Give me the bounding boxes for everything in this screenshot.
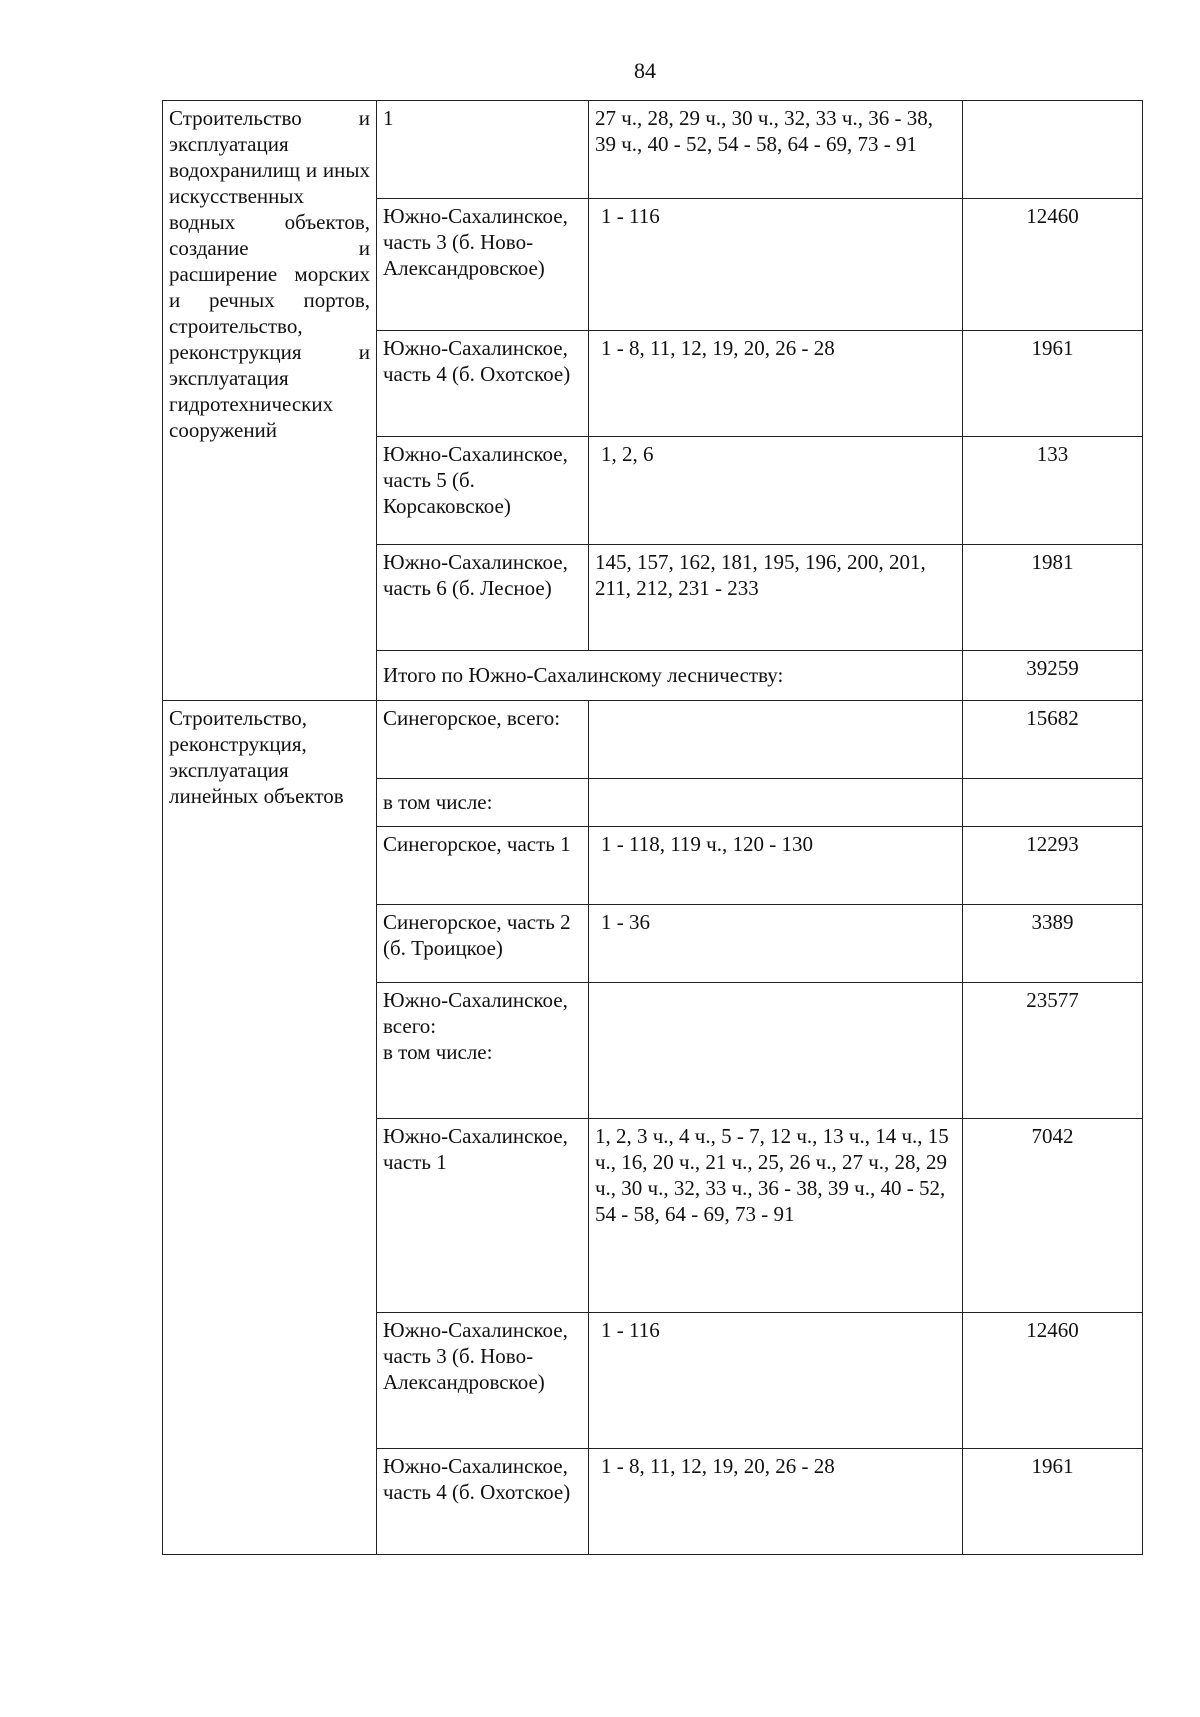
part-cell: Южно-Сахалинское, часть 4 (б. Охотское): [377, 331, 589, 437]
quarters-cell: 27 ч., 28, 29 ч., 30 ч., 32, 33 ч., 36 - 38, 39 ч., 40 - 52, 54 - 58, 64 - 69, 73 - 91: [589, 101, 963, 199]
table-row: [163, 701, 1143, 779]
part-cell: Синегорское, часть 2 (б. Троицкое): [377, 905, 589, 983]
area-cell: 12293: [963, 827, 1143, 905]
area-cell: 7042: [963, 1119, 1143, 1313]
total-label: Итого по Южно-Сахалинскому лесничеству:: [377, 651, 963, 701]
part-cell: Синегорское, всего:: [377, 701, 589, 779]
area-cell: 12460: [963, 1313, 1143, 1449]
part-cell: Южно-Сахалинское, часть 5 (б. Корсаковское): [377, 437, 589, 545]
part-cell: Южно-Сахалинское, часть 1: [377, 1119, 589, 1313]
area-cell: 133: [963, 437, 1143, 545]
area-cell: 1961: [963, 1449, 1143, 1555]
quarters-cell: [589, 983, 963, 1119]
area-cell: 15682: [963, 701, 1143, 779]
purpose-cell: Строительство и эксплуатация водохранилищ и иных искусственных водных объектов, создание и расширение морских и речных портов, строительство, реконструкция и эксплуатация гидротехнических сооружений: [163, 101, 377, 701]
quarters-cell: 1, 2, 6: [589, 437, 963, 545]
part-cell: Южно-Сахалинское, часть 3 (б. Ново-Александровское): [377, 1313, 589, 1449]
forest-use-table: [162, 100, 1143, 1555]
quarters-cell: 1 - 8, 11, 12, 19, 20, 26 - 28: [589, 331, 963, 437]
total-value: 39259: [963, 651, 1143, 701]
quarters-cell: [589, 779, 963, 827]
part-cell: 1: [377, 101, 589, 199]
area-cell: [963, 779, 1143, 827]
quarters-cell: 1 - 8, 11, 12, 19, 20, 26 - 28: [589, 1449, 963, 1555]
area-cell: 1961: [963, 331, 1143, 437]
part-cell: Синегорское, часть 1: [377, 827, 589, 905]
part-cell: [377, 983, 589, 1119]
part-cell: в том числе:: [377, 779, 589, 827]
page-number: 84: [634, 58, 656, 83]
area-cell: 3389: [963, 905, 1143, 983]
part-sublabel: в том числе:: [383, 1040, 493, 1064]
part-cell: Южно-Сахалинское, часть 4 (б. Охотское): [377, 1449, 589, 1555]
area-cell: 1981: [963, 545, 1143, 651]
quarters-cell: 1, 2, 3 ч., 4 ч., 5 - 7, 12 ч., 13 ч., 14 ч., 15 ч., 16, 20 ч., 21 ч., 25, 26 ч., 27 ч., 28, 29 ч., 30 ч., 32, 33 ч., 36 - 38, 39 ч., 40 - 52, 54 - 58, 64 - 69, 73 - 91: [589, 1119, 963, 1313]
quarters-cell: 1 - 36: [589, 905, 963, 983]
quarters-cell: 145, 157, 162, 181, 195, 196, 200, 201, 211, 212, 231 - 233: [589, 545, 963, 651]
table-row: [163, 101, 1143, 199]
area-cell: 12460: [963, 199, 1143, 331]
part-cell: Южно-Сахалинское, часть 6 (б. Лесное): [377, 545, 589, 651]
part-cell: Южно-Сахалинское, часть 3 (б. Ново-Александровское): [377, 199, 589, 331]
quarters-cell: 1 - 118, 119 ч., 120 - 130: [589, 827, 963, 905]
area-cell: 23577: [963, 983, 1143, 1119]
quarters-cell: 1 - 116: [589, 1313, 963, 1449]
area-cell: [963, 101, 1143, 199]
quarters-cell: 1 - 116: [589, 199, 963, 331]
quarters-cell: [589, 701, 963, 779]
part-label: Южно-Сахалинское, всего:: [383, 988, 568, 1038]
purpose-cell: Строительство, реконструкция, эксплуатация линейных объектов: [163, 701, 377, 1555]
